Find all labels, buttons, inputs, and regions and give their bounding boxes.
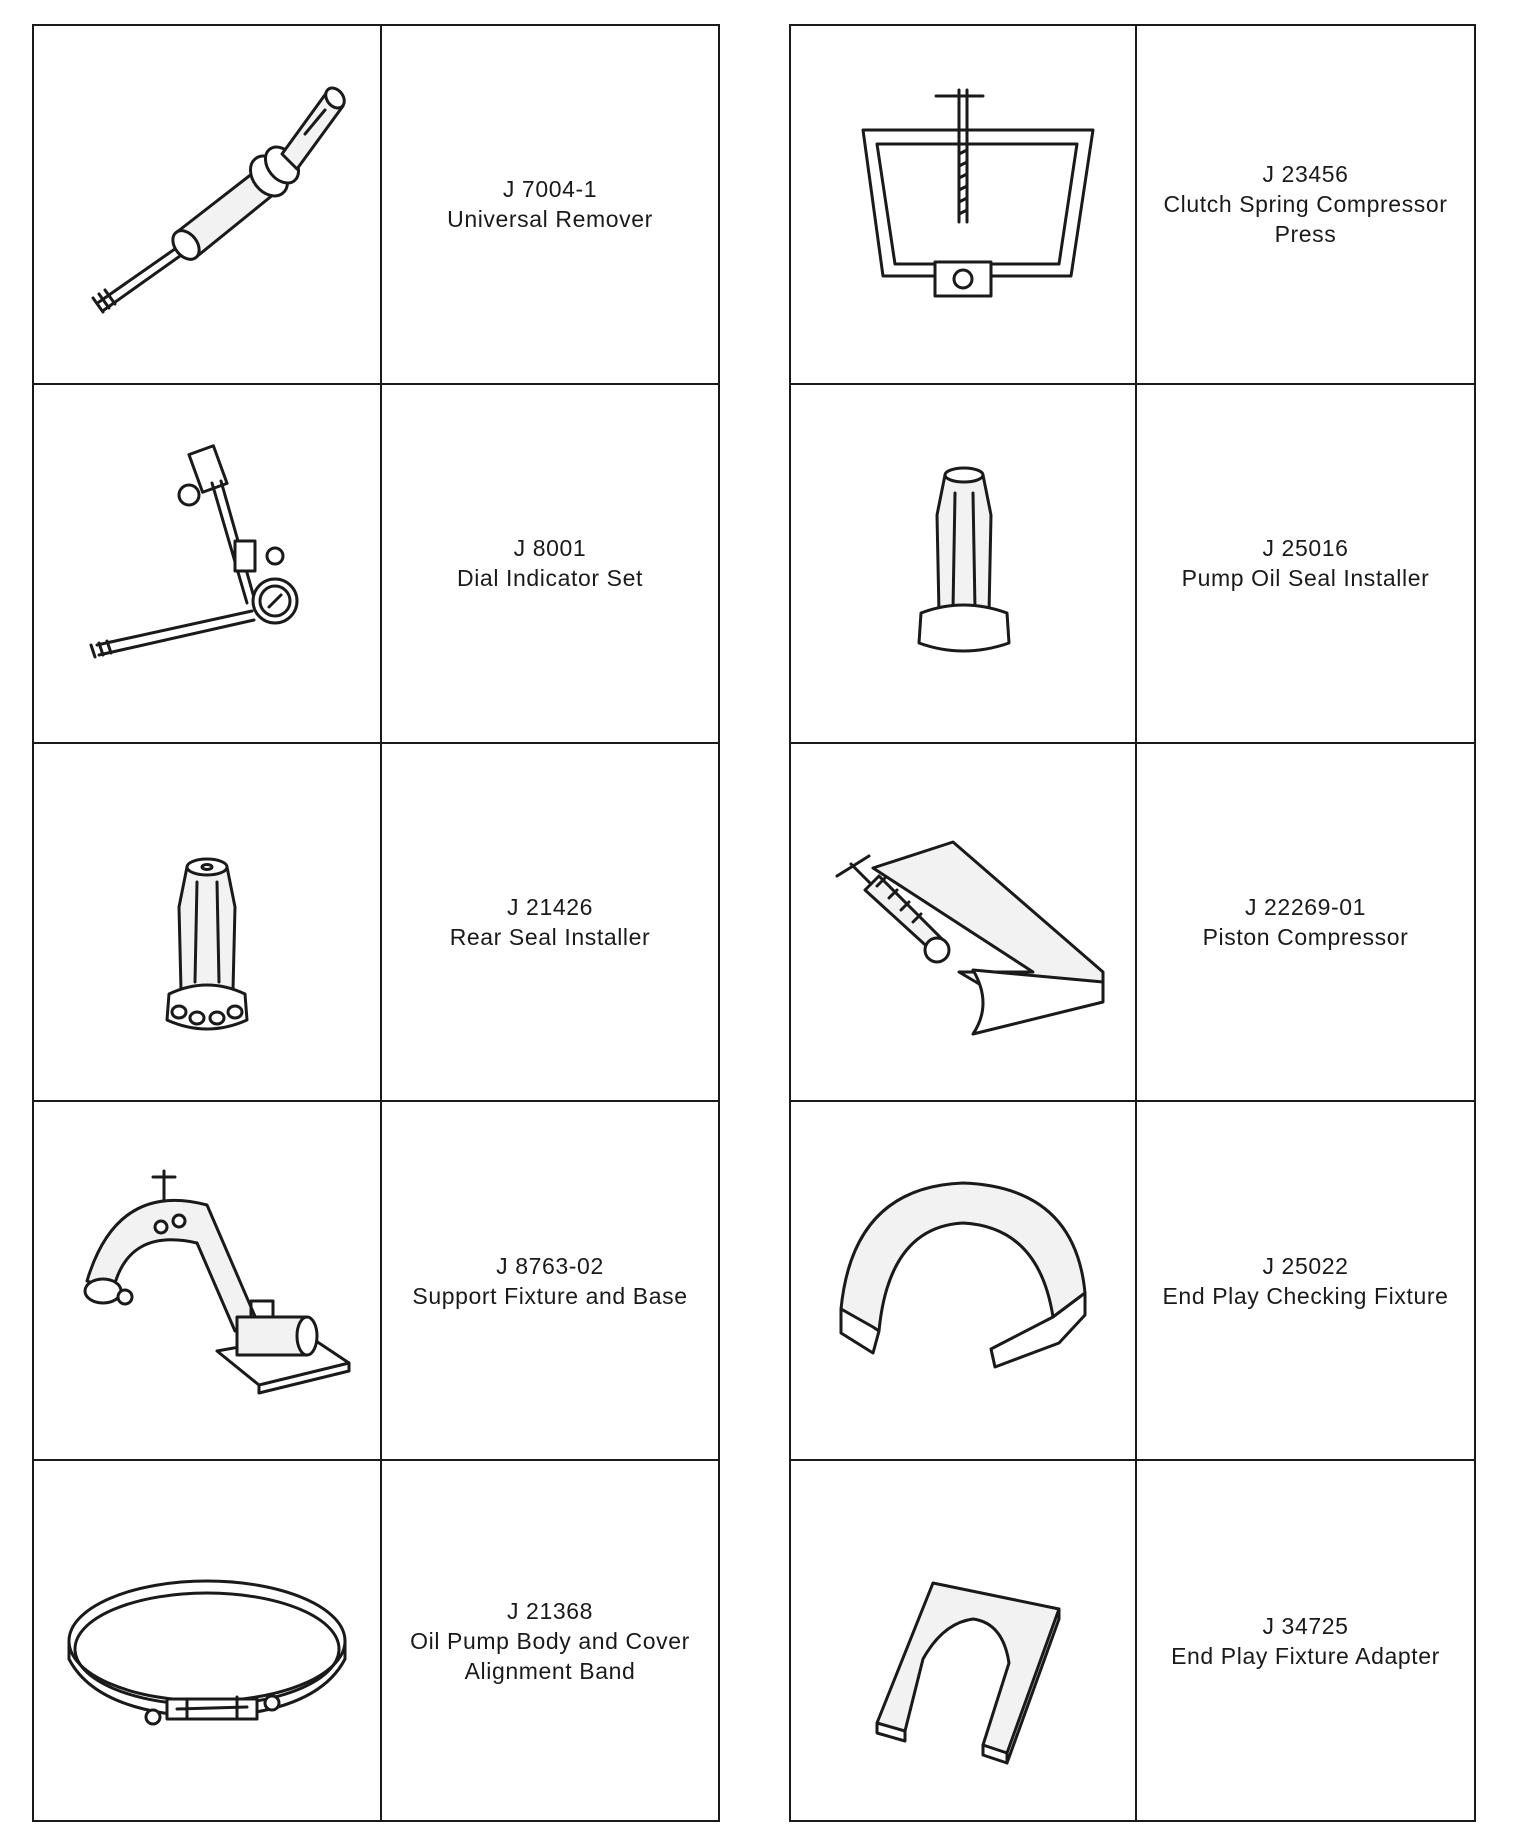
pump-seal-installer-icon	[813, 413, 1113, 713]
tool-number: J 23456	[1262, 161, 1349, 188]
tool-illustration	[791, 1461, 1137, 1820]
tool-label	[1137, 744, 1474, 1103]
tool-label	[1137, 26, 1474, 385]
tool-number: J 8001	[513, 535, 587, 562]
tool-table-right	[789, 24, 1476, 1822]
tool-illustration	[34, 744, 382, 1103]
tool-description: Rear Seal Installer	[449, 923, 651, 950]
tool-label	[382, 1102, 718, 1461]
tool-description: Support Fixture and Base	[412, 1282, 688, 1309]
tool-number: J 21426	[506, 893, 594, 920]
tool-number: J 21368	[506, 1597, 594, 1624]
tool-illustration	[34, 1102, 382, 1461]
tool-illustration	[791, 385, 1137, 744]
tool-number: J 8763-02	[496, 1252, 604, 1279]
tool-illustration	[791, 744, 1137, 1103]
tool-illustration	[791, 1102, 1137, 1461]
tool-description: Dial Indicator Set	[457, 565, 643, 592]
tool-illustration	[34, 385, 382, 744]
tool-illustration	[34, 1461, 382, 1820]
tool-description: Piston Compressor	[1202, 923, 1409, 950]
tool-description: Universal Remover	[447, 206, 653, 233]
alignment-band-icon	[57, 1491, 357, 1791]
slide-hammer-icon	[57, 54, 357, 354]
tool-number: J 25016	[1262, 535, 1349, 562]
end-play-fixture-icon	[813, 1131, 1113, 1431]
tool-number: J 25022	[1262, 1252, 1349, 1279]
tool-description: Clutch Spring Compressor Press	[1163, 191, 1448, 248]
tool-label	[1137, 1102, 1474, 1461]
tool-label	[1137, 1461, 1474, 1820]
piston-compressor-icon	[813, 772, 1113, 1072]
tool-label	[382, 26, 718, 385]
tool-illustration	[34, 26, 382, 385]
tool-description: Oil Pump Body and Cover Alignment Band	[410, 1627, 690, 1684]
fixture-adapter-icon	[813, 1491, 1113, 1791]
tool-number: J 7004-1	[502, 176, 598, 203]
tool-illustration	[791, 26, 1137, 385]
tool-description: End Play Fixture Adapter	[1171, 1642, 1440, 1669]
seal-installer-icon	[57, 772, 357, 1072]
dial-indicator-icon	[57, 413, 357, 713]
tool-description: Pump Oil Seal Installer	[1181, 565, 1430, 592]
tool-label	[382, 385, 718, 744]
tool-number: J 34725	[1262, 1612, 1349, 1639]
support-fixture-icon	[57, 1131, 357, 1431]
tool-table-left	[32, 24, 720, 1822]
spring-compressor-press-icon	[813, 54, 1113, 354]
tool-description: End Play Checking Fixture	[1162, 1282, 1449, 1309]
tool-label	[382, 744, 718, 1103]
tool-label	[382, 1461, 718, 1820]
tool-number: J 22269-01	[1244, 893, 1367, 920]
tool-label	[1137, 385, 1474, 744]
